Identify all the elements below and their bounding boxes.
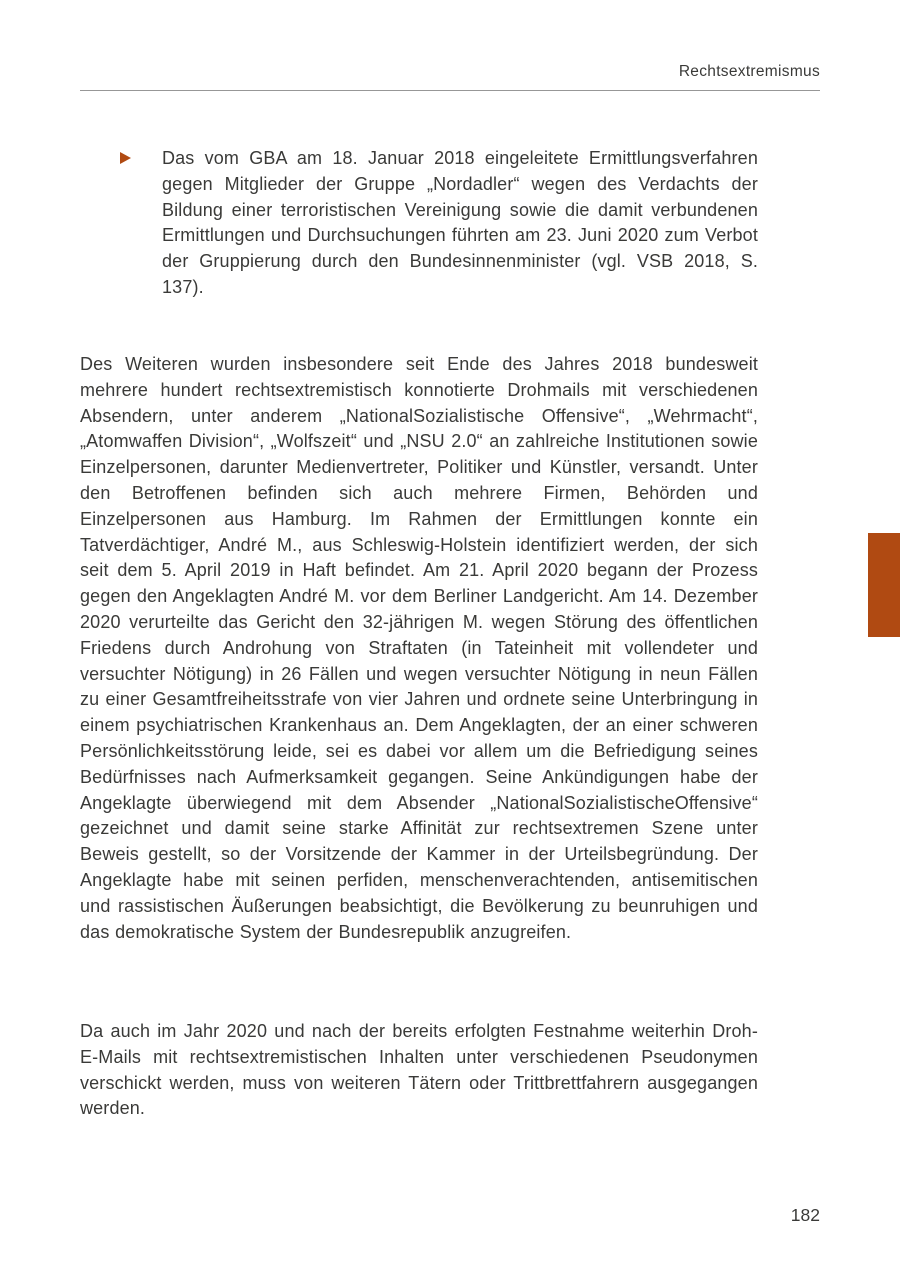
chapter-thumb-tab	[868, 533, 900, 637]
page-number: 182	[790, 1205, 820, 1225]
running-header: Rechtsextremismus	[678, 63, 820, 80]
body-paragraph: Da auch im Jahr 2020 und nach der bereits erfolgten Festnahme weiterhin Droh-E-Mails mit rechtsextremistischen Inhalten unter verschiedenen Pseudonymen verschickt werden, muss von weiteren Tätern oder Trittbrettfahrern ausgegangen werden.	[80, 1021, 758, 1119]
triangle-right-icon	[120, 152, 131, 164]
header-rule	[80, 90, 820, 91]
bullet-item-text: Das vom GBA am 18. Januar 2018 eingeleitete Ermittlungsverfahren gegen Mitglieder der Gruppe „Nordadler“ wegen des Verdachts der Bildung einer terroristischen Vereinigung sowie die damit verbundenen Ermittlungen und Durchsuchungen führten am 23. Juni 2020 zum Verbot der Gruppierung durch den Bundesinnenminister (vgl. VSB 2018, S. 137).	[162, 148, 758, 297]
bullet-list-item	[120, 146, 758, 301]
body-paragraph: Des Weiteren wurden insbesondere seit Ende des Jahres 2018 bundesweit mehrere hundert rechtsextremistisch konnotierte Drohmails mit verschiedenen Absendern, unter anderem „NationalSozialistische Offensive“, „Wehrmacht“, „Atomwaffen Division“, „Wolfszeit“ und „NSU 2.0“ an zahlreiche Institutionen sowie Einzelpersonen, darunter Medienvertreter, Politiker und Künstler, versandt. Unter den Betroffenen befinden sich auch mehrere Firmen, Behörden und Einzelpersonen aus Hamburg. Im Rahmen der Ermittlungen konnte ein Tatverdächtiger, André M., aus Schleswig-Holstein identifiziert werden, der sich seit dem 5. April 2019 in Haft befindet. Am 21. April 2020 begann der Prozess gegen den Angeklagten André M. vor dem Berliner Landgericht. Am 14. Dezember 2020 verurteilte das Gericht den 32-jährigen M. wegen Störung des öffentlichen Friedens durch Androhung von Straftaten (in Tateinheit mit vollendeter und versuchter Nötigung) in 26 Fällen und wegen versuchter Nötigung in neun Fällen zu einer Gesamtfreiheitsstrafe von vier Jahren und ordnete seine Unterbringung in einem psychiatrischen Krankenhaus an. Dem Angeklagten, der an einer schweren Persönlichkeitsstörung leide, sei es dabei vor allem um die Befriedigung seines Bedürfnisses nach Aufmerksamkeit gegangen. Seine Ankündigungen habe der Angeklagte überwiegend mit dem Absender „NationalSozialistischeOffensive“ gezeichnet und damit seine starke Affinität zur rechtsextremen Szene unter Beweis gestellt, so der Vorsitzende der Kammer in der Urteilsbegründung. Der Angeklagte habe mit seinen perfiden, menschenverachtenden, antisemitischen und rassistischen Äußerungen beabsichtigt, die Bevölkerung zu beunruhigen und das demokratische System der Bundesrepublik anzugreifen.	[80, 354, 758, 942]
